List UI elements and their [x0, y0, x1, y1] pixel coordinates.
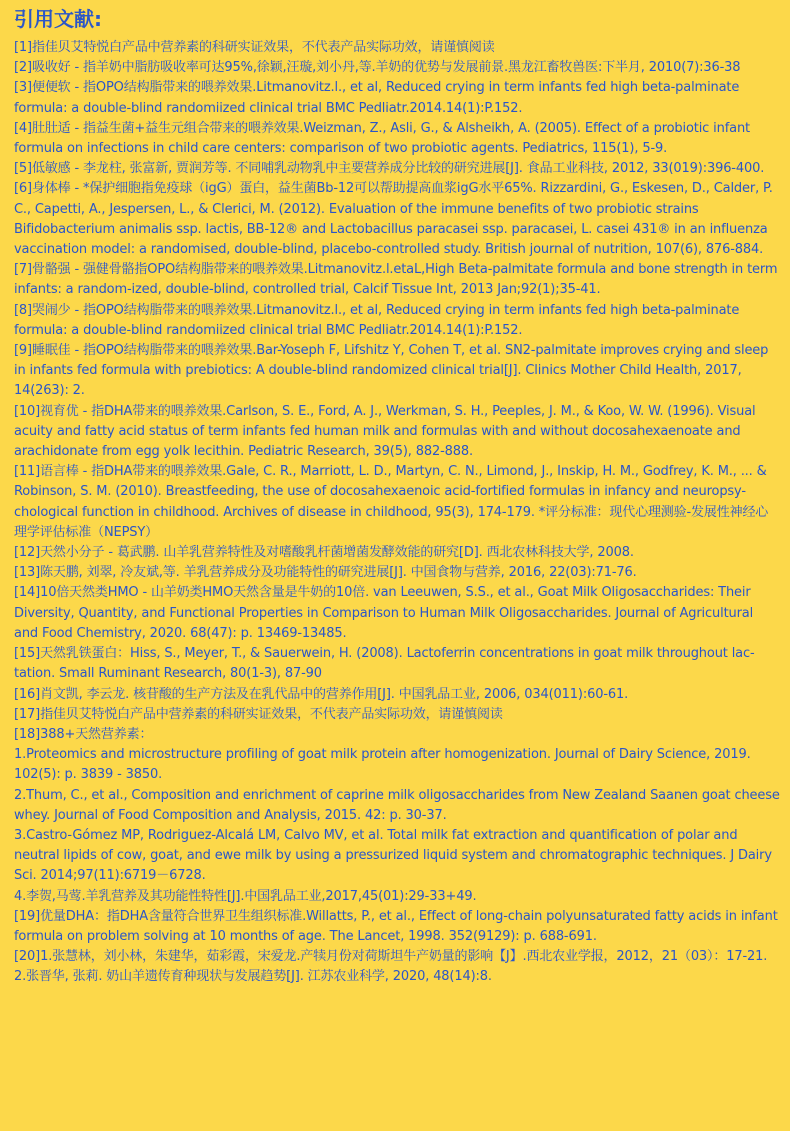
page-title: 引用文献:: [14, 7, 102, 31]
reference-item: [9]睡眠佳 - 指OPO结构脂带来的喂养效果.Bar-Yoseph F, Lifshitz Y, Cohen T, et al. SN2-palmitate improves crying and sleep in infants fed formula with prebiotics: A double-blind randomized clinical trial[J]. Clinics Mother Child Health, 2017, 14(263): 2.: [14, 343, 769, 399]
reference-item: 1.Proteomics and microstructure profiling of goat milk protein after homogenization. Journal of Dairy Science, 2019. 102(5): p. 3839 - 3850.: [14, 747, 751, 783]
reference-item: [1]指佳贝艾特悦白产品中营养素的科研实证效果，不代表产品实际功效，请谨慎阅读: [14, 40, 495, 55]
reference-list: [14, 38, 780, 988]
reference-item: [15]天然乳铁蛋白：Hiss, S., Meyer, T., & Sauerwein, H. (2008). Lactoferrin concentrations in goat milk throughout lac-tation. Small Ruminant Research, 80(1-3), 87-90: [14, 646, 755, 682]
reference-item: [6]身体棒 - *保护细胞指免疫球（igG）蛋白，益生菌Bb-12可以帮助提高血浆igG水平65%. Rizzardini, G., Eskesen, D., Calder, P. C., Capetti, A., Jespersen, L., & Clerici, M. (2012). Evaluation of the immune benefits of two probiotic strains Bifidobacterium animalis ssp. lactis, BB-12® and Lactobacillus paracasei ssp. paracasei, L. casei 431® in an influenza vaccination model: a randomised, double-blind, placebo-controlled study. British journal of nutrition, 107(6), 876-884.: [14, 181, 773, 258]
reference-item: [17]指佳贝艾特悦白产品中营养素的科研实证效果，不代表产品实际功效，请谨慎阅读: [14, 706, 503, 722]
reference-item: [16]肖文凯, 李云龙. 核苷酸的生产方法及在乳代品中的营养作用[J]. 中国乳品工业, 2006, 034(011):60-61.: [14, 686, 629, 702]
reference-item: [4]肚肚适 - 指益生菌+益生元组合带来的喂养效果.Weizman, Z., Asli, G., & Alsheikh, A. (2005). Effect of a probiotic infant formula on infections in child care centers: comparison of two probiotic agents. Pediatrics, 115(1), 5-9.: [14, 120, 750, 157]
reference-item: [19]优量DHA：指DHA含量符合世界卫生组织标准.Willatts, P., et al., Effect of long-chain polyunsaturated fatty acids in infant formula on problem solving at 10 months of age. The Lancet, 1998. 352(9129): p. 688-691.: [14, 908, 778, 944]
reference-item: [5]低敏感 - 李龙柱, 张富新, 贾润芳等. 不同哺乳动物乳中主要营养成分比较的研究进展[J]. 食品工业科技, 2012, 33(019):396-400.: [14, 161, 765, 177]
reference-item: [14]10倍天然类HMO - 山羊奶类HMO天然含量是牛奶的10倍. van Leeuwen, S.S., et al., Goat Milk Oligosaccharides: Their Diversity, Quantity, and Functional Properties in Comparison to Human Milk Oligosaccharides. Journal of Agricultural and Food Chemistry, 2020. 68(47): p. 13469-13485.: [14, 585, 754, 641]
reference-item: [11]语言棒 - 指DHA带来的喂养效果.Gale, C. R., Marriott, L. D., Martyn, C. N., Limond, J., Inskip, H. M., Godfrey, K. M., ... & Robinson, S. M. (2010). Breastfeeding, the use of docosahexaenoic acid-fortified formulas in infancy and neuropsy-chological function in childhood. Archives of disease in childhood, 95(3), 174-179. *评分标准：现代心理测验-发展性神经心理学评估标准（NEPSY）: [14, 464, 769, 540]
reference-item: [20]1.张慧林，刘小林，朱建华，茹彩霞，宋爱龙.产犊月份对荷斯坦牛产奶量的影响【J】.西北农业学报，2012，21（03）：17-21.: [14, 949, 768, 965]
reference-item: 4.李贺,马莺.羊乳营养及其功能性特性[J].中国乳品工业,2017,45(01):29-33+49.: [14, 888, 477, 904]
reference-item: [2]吸收好 - 指羊奶中脂肪吸收率可达95%,徐颖,汪璇,刘小丹,等.羊奶的优势与发展前景.黑龙江畜牧兽医:下半月, 2010(7):36-38: [14, 60, 741, 76]
reference-item: [12]天然小分子 - 葛武鹏. 山羊乳营养特性及对嗜酸乳杆菌增菌发酵效能的研究[D]. 西北农林科技大学, 2008.: [14, 545, 634, 561]
reference-item: [10]视育优 - 指DHA带来的喂养效果.Carlson, S. E., Ford, A. J., Werkman, S. H., Peeples, J. M., & Koo, W. W. (1996). Visual acuity and fatty acid status of term infants fed human milk and formulas with and without docosahexaenoate and arachidonate from egg yolk lecithin. Pediatric Research, 39(5), 882-888.: [14, 403, 756, 460]
reference-item: [13]陈天鹏, 刘翠, 冷友斌,等. 羊乳营养成分及功能特性的研究进展[J]. 中国食物与营养, 2016, 22(03):71-76.: [14, 565, 637, 581]
reference-item: 2.Thum, C., et al., Composition and enrichment of caprine milk oligosaccharides from New Zealand Saanen goat cheese whey. Journal of Food Composition and Analysis, 2015. 42: p. 30-37.: [14, 787, 780, 823]
reference-item: [18]388+天然营养素：: [14, 726, 153, 742]
reference-item: [7]骨骼强 - 强健骨骼指OPO结构脂带来的喂养效果.Litmanovitz.l.etaL,High Beta-palmitate formula and bone strength in term infants: a random-ized, double-blind, controlled trial, Calcif Tissue Int, 2013 Jan;92(1);35-41.: [14, 262, 778, 298]
reference-item: [8]哭闹少 - 指OPO结构脂带来的喂养效果.Litmanovitz.l., et al, Reduced crying in term infants fed high beta-palminate formula: a double-blind randomiized clinical trial BMC Pedliatr.2014.14(1):P.152.: [14, 302, 740, 338]
reference-item: 2.张晋华, 张莉. 奶山羊遗传育种现状与发展趋势[J]. 江苏农业科学, 2020, 48(14):8.: [14, 969, 492, 985]
reference-item: [3]便便软 - 指OPO结构脂带来的喂养效果.Litmanovitz.l., et al, Reduced crying in term infants fed high beta-palminate formula: a double-blind randomiized clinical trial BMC Pedliatr.2014.14(1):P.152.: [14, 80, 740, 116]
reference-item: 3.Castro-Gómez MP, Rodriguez-Alcalá LM, Calvo MV, et al. Total milk fat extraction and quantification of polar and neutral lipids of cow, goat, and ewe milk by using a pressurized liquid system and chromatographic techniques. J Dairy Sci. 2014;97(11):6719－6728.: [14, 827, 772, 884]
